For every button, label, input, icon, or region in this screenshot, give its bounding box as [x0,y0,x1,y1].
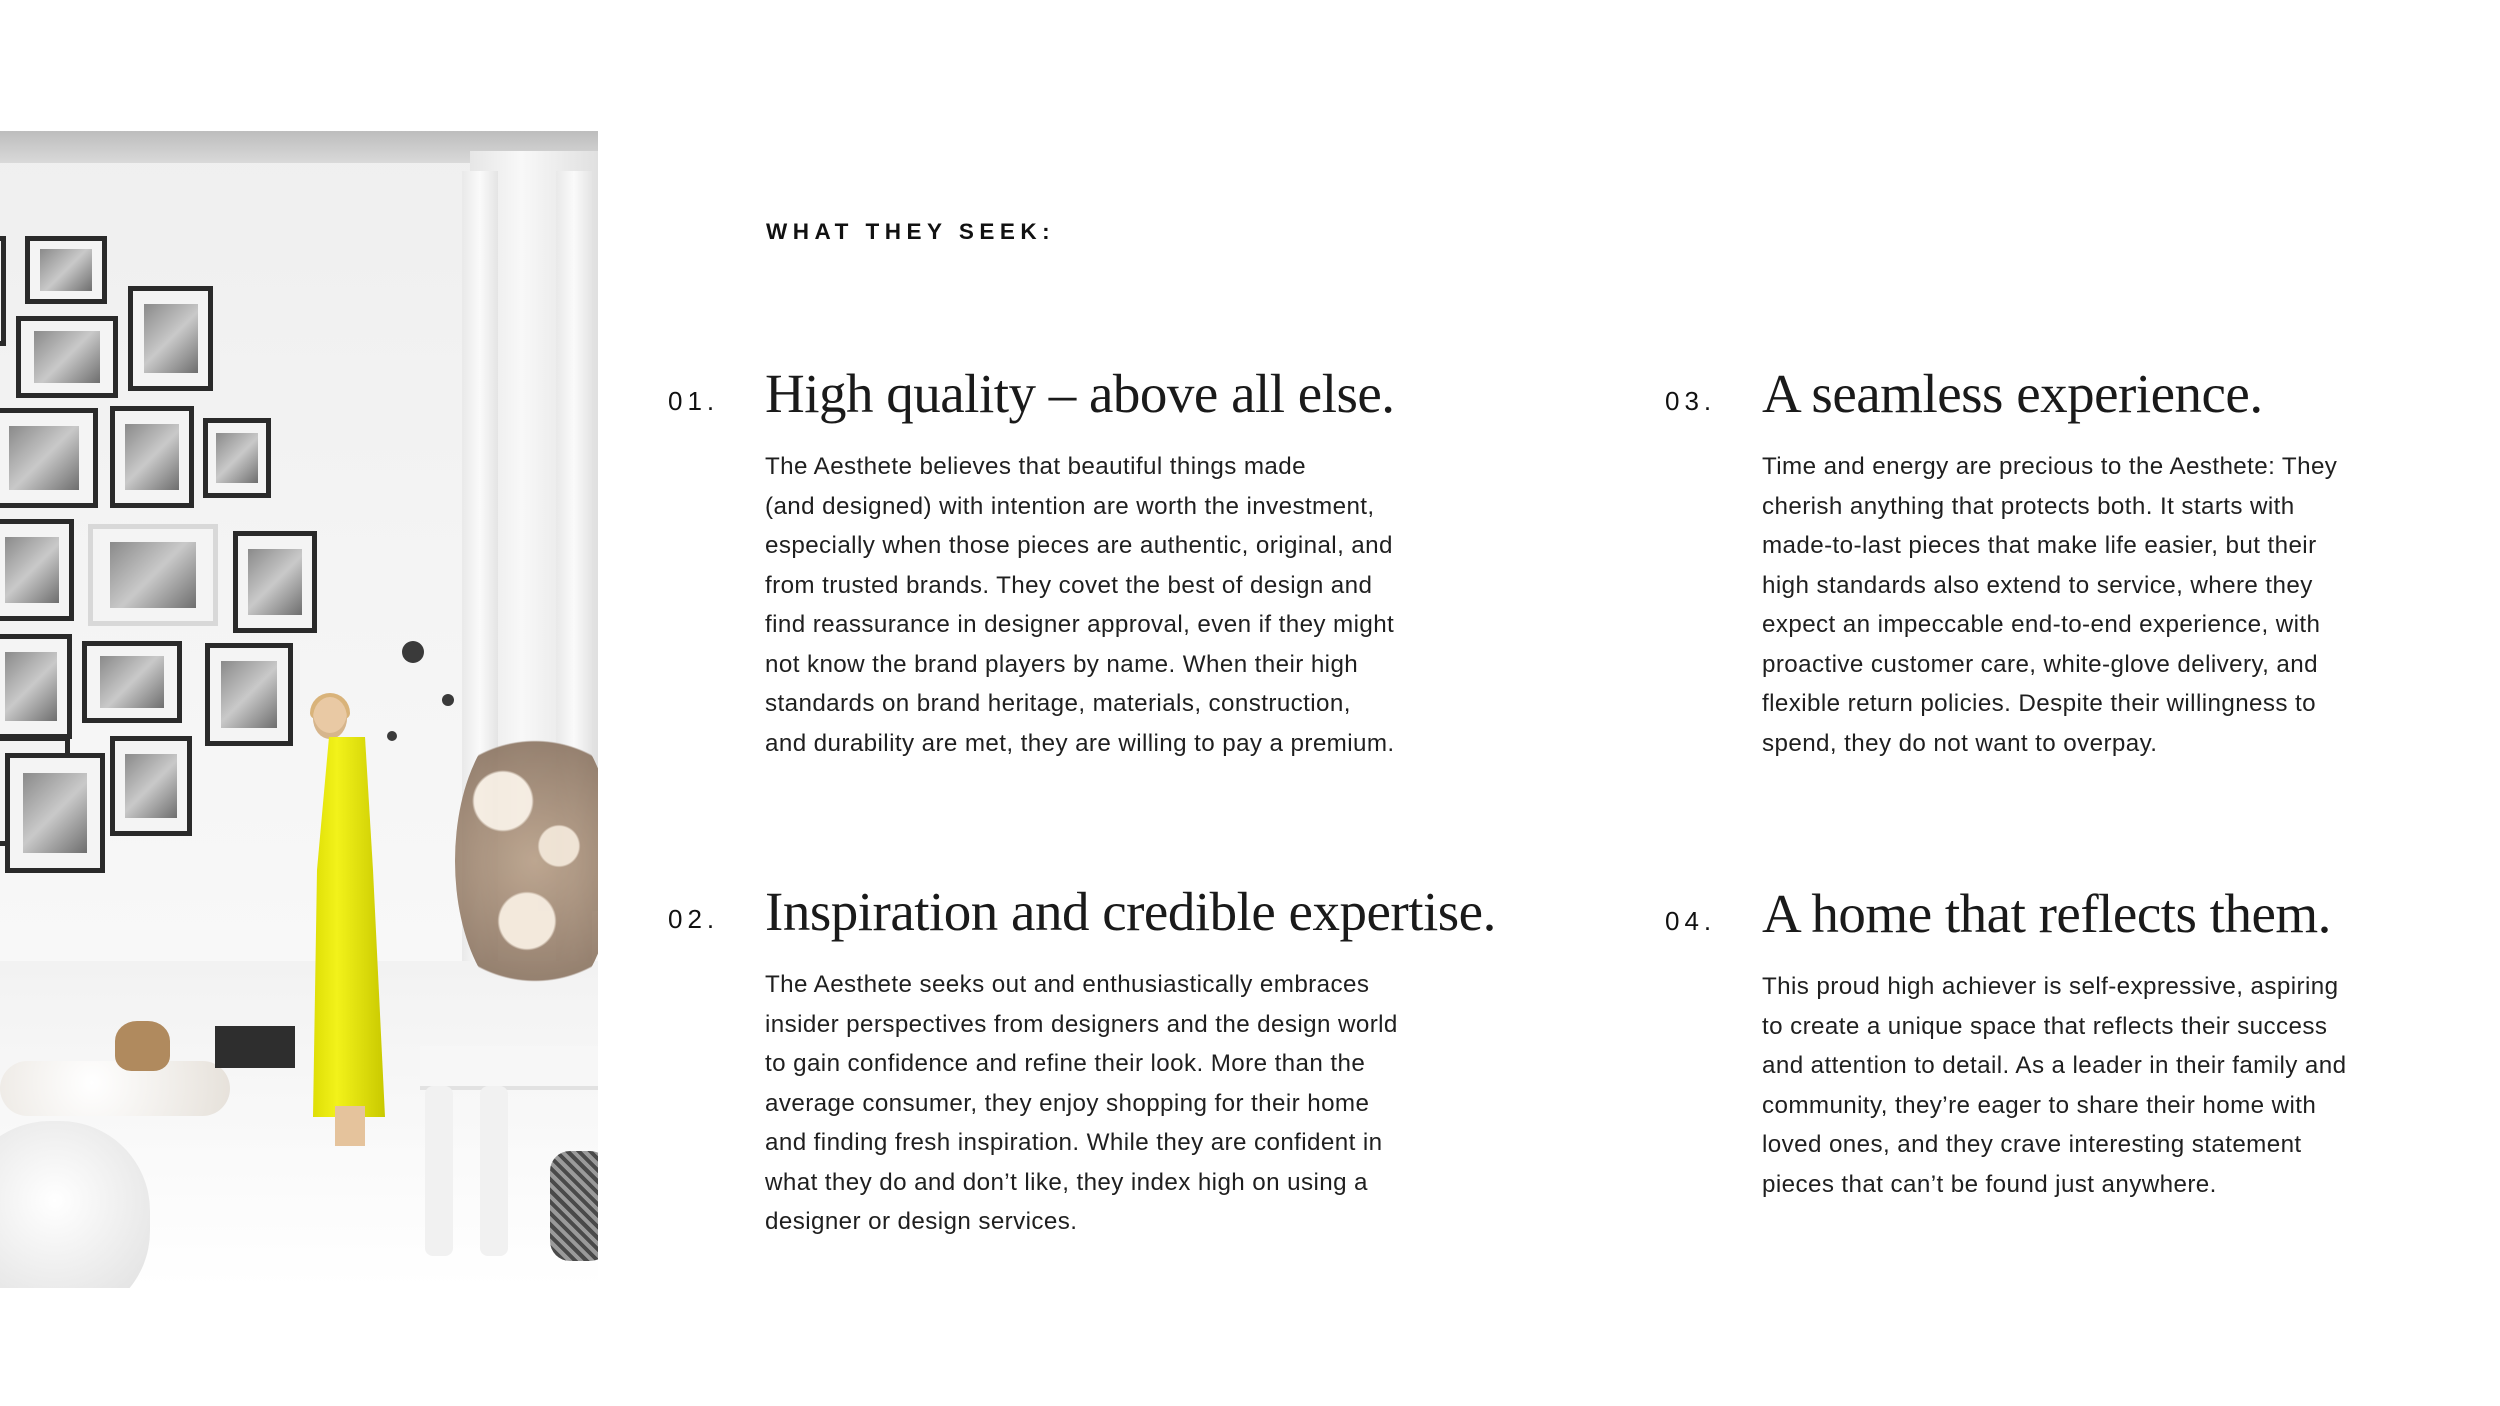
picture-frame [0,519,74,621]
table-leg [425,1086,453,1256]
table-leg [480,1086,508,1256]
picture-frame [5,753,105,873]
item-body: Time and energy are precious to the Aesthete: They cherish anything that protects both. It starts with made-to-last pieces that make life easier, but their high standards also extend to service, where they expect an impeccable end-to-end experience, with proactive customer care, white-glove delivery, and flexible return policies. Despite their willingness to spend, they do not want to overpay. [1762,453,2338,757]
picture-frame [203,418,271,498]
picture-frame [110,736,192,836]
wall-knob [402,641,424,663]
item-heading: A home that reflects them. [1762,883,2331,944]
item-number: 03. [1665,386,1717,416]
item-body: The Aesthete believes that beautiful things made (and designed) with intention are worth the investment, especially when those pieces are authentic, original, and from trusted brands. They covet the best of design and find reassurance in designer approval, even if they might not know the brand players by name. When their high standards on brand heritage, materials, construction, and durability are met, they are willing to pay a premium. [765,453,1395,757]
item-number: 04. [1665,906,1717,936]
item-heading: High quality – above all else. [765,363,1395,424]
picture-frame [128,286,213,391]
item-heading: A seamless experience. [1762,363,2263,424]
item-body: The Aesthete seeks out and enthusiastically embraces insider perspectives from designers and the design world to gain confidence and refine their look. More than the average consumer, they enjoy shopping for their home and finding fresh inspiration. While they are confident in what they do and don’t like, they index high on using a designer or design services. [765,971,1398,1235]
item-heading: Inspiration and credible expertise. [765,881,1496,942]
picture-frame [88,524,218,626]
picture-frame [0,408,98,508]
picture-frame [110,406,194,508]
woman-head [313,697,347,739]
side-table [215,1026,295,1068]
section-label: WHAT THEY SEEK: [766,219,1056,244]
patterned-chair [550,1151,598,1261]
item-number: 01. [668,386,720,416]
wall-knob [387,731,397,741]
white-table [420,1046,598,1086]
picture-frame [25,236,107,304]
picture-frame [0,634,72,739]
fur-bench [0,1061,230,1116]
picture-frame [0,236,6,346]
picture-frame [16,316,118,398]
interior-photo [0,131,598,1288]
woman-legs [335,1106,365,1146]
picture-frame [233,531,317,633]
picture-frame [82,641,182,723]
yellow-dress [305,737,385,1117]
dog [115,1021,170,1071]
item-number: 02. [668,904,720,934]
picture-frame [205,643,293,746]
wall-knob [442,694,454,706]
item-body: This proud high achiever is self-expressive, aspiring to create a unique space that reflects their success and attention to detail. As a leader in their family and community, they’re eager to share their home with loved ones, and they crave interesting statement pieces that can’t be found just anywhere. [1762,973,2347,1198]
